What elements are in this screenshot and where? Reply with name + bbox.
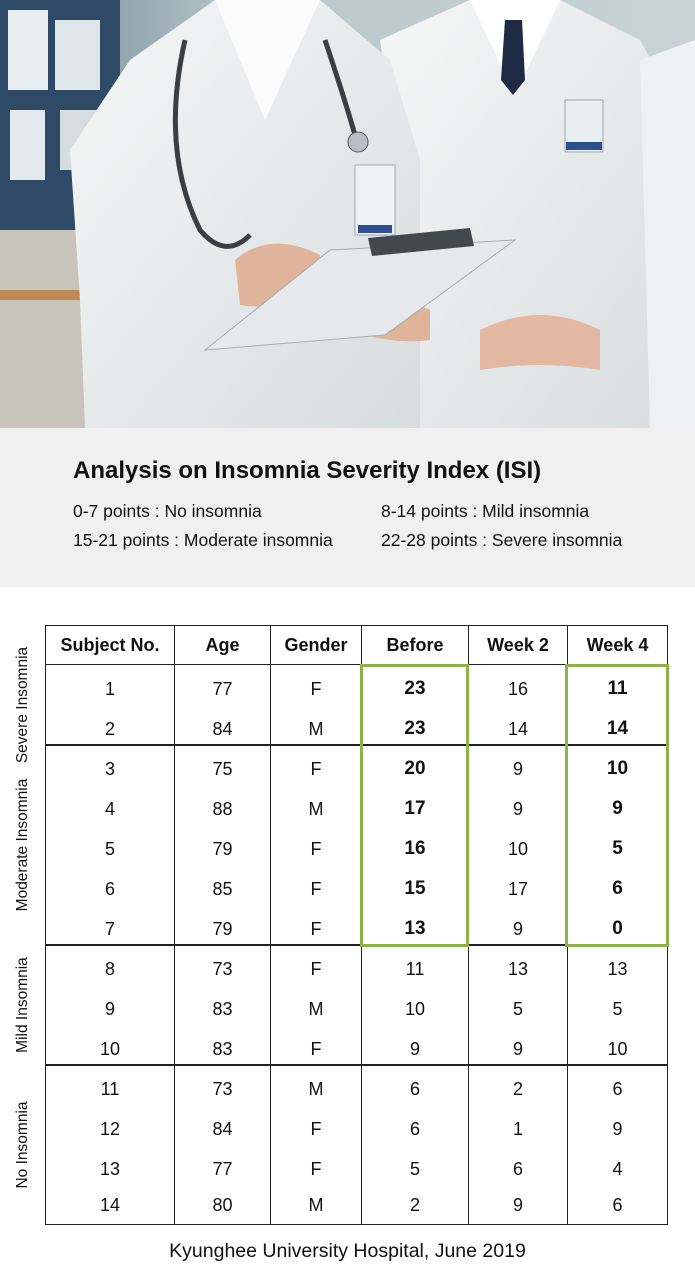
- legend-item-mild-insomnia: 8-14 points : Mild insomnia: [381, 501, 590, 521]
- cell-age: 75: [212, 758, 233, 779]
- cell-gender: F: [310, 878, 322, 899]
- cell-subject-no: 7: [104, 918, 115, 939]
- cell-week-2: 2: [512, 1078, 523, 1099]
- legend-item-moderate-insomnia: 15-21 points : Moderate insomnia: [73, 530, 333, 550]
- header-age: Age: [174, 625, 271, 665]
- cell-subject-no: 9: [104, 998, 115, 1019]
- cell-before: 6: [409, 1118, 420, 1139]
- cell-before: 6: [409, 1078, 420, 1099]
- cell-gender: F: [310, 1158, 322, 1179]
- cell-age: 79: [212, 838, 233, 859]
- legend-item-no-insomnia: 0-7 points : No insomnia: [73, 501, 262, 521]
- group-label-severe: [0, 646, 45, 764]
- cell-age: 73: [212, 1078, 233, 1099]
- cell-week-2: 10: [507, 838, 529, 859]
- cell-week-4: 6: [612, 1078, 623, 1099]
- highlight-before-column: [360, 664, 469, 947]
- cell-gender: F: [310, 1118, 322, 1139]
- cell-week-2: 9: [512, 918, 523, 939]
- header-week-4: Week 4: [567, 625, 668, 665]
- cell-week-4: 4: [612, 1158, 623, 1179]
- cell-subject-no: 5: [104, 838, 115, 859]
- cell-week-4: 10: [606, 758, 629, 779]
- group-label-text: No Insomnia: [13, 1101, 31, 1189]
- highlight-week-4-column: [565, 664, 669, 947]
- cell-week-4: 11: [607, 678, 628, 699]
- cell-age: 88: [212, 798, 233, 819]
- cell-gender: F: [310, 958, 322, 979]
- cell-week-4: 6: [612, 1194, 623, 1215]
- cell-week-2: 14: [507, 718, 529, 739]
- cell-age: 79: [212, 918, 233, 939]
- header-gender: Gender: [270, 625, 362, 665]
- cell-gender: M: [308, 998, 324, 1019]
- legend-item-severe-insomnia: 22-28 points : Severe insomnia: [381, 530, 623, 550]
- cell-week-4: 0: [612, 918, 623, 939]
- cell-week-2: 13: [507, 958, 529, 979]
- cell-week-2: 9: [512, 1194, 523, 1215]
- group-label-mild: [0, 945, 45, 1065]
- cell-age: 77: [212, 678, 233, 699]
- cell-week-4: 5: [612, 998, 623, 1019]
- cell-before: 23: [404, 718, 426, 739]
- cell-gender: F: [310, 758, 322, 779]
- cell-before: 17: [404, 798, 426, 819]
- cell-age: 77: [212, 1158, 233, 1179]
- cell-week-4: 5: [612, 838, 623, 859]
- cell-gender: M: [308, 1194, 324, 1215]
- cell-week-2: 1: [512, 1118, 523, 1139]
- cell-before: 16: [404, 838, 426, 859]
- cell-gender: M: [308, 718, 324, 739]
- group-label-moderate: [0, 745, 45, 945]
- header-subject-no: Subject No.: [45, 625, 175, 665]
- cell-age: 84: [212, 718, 233, 739]
- cell-before: 11: [405, 958, 425, 979]
- isi-results-table: [45, 625, 668, 1225]
- isi-legend-panel: [0, 428, 695, 587]
- cell-week-2: 9: [512, 758, 523, 779]
- cell-before: 20: [404, 758, 426, 779]
- cell-before: 2: [409, 1194, 420, 1215]
- cell-subject-no: 1: [104, 678, 115, 699]
- cell-age: 85: [212, 878, 233, 899]
- cell-gender: M: [308, 798, 324, 819]
- cell-age: 80: [212, 1194, 233, 1215]
- cell-subject-no: 8: [104, 958, 115, 979]
- cell-gender: F: [310, 918, 322, 939]
- cell-subject-no: 14: [99, 1194, 121, 1215]
- cell-week-4: 9: [612, 798, 623, 819]
- cell-week-2: 5: [512, 998, 523, 1019]
- cell-week-2: 9: [512, 1038, 523, 1059]
- cell-week-4: 10: [607, 1038, 628, 1059]
- source-caption: Kyunghee University Hospital, June 2019: [169, 1240, 526, 1262]
- cell-age: 73: [212, 958, 233, 979]
- cell-age: 83: [212, 998, 233, 1019]
- cell-week-2: 16: [507, 678, 529, 699]
- cell-gender: F: [310, 678, 322, 699]
- cell-week-4: 13: [607, 958, 628, 979]
- cell-gender: M: [308, 1078, 324, 1099]
- cell-subject-no: 13: [99, 1158, 121, 1179]
- cell-week-2: 6: [512, 1158, 523, 1179]
- cell-subject-no: 2: [104, 718, 115, 739]
- cell-subject-no: 10: [99, 1038, 121, 1059]
- cell-week-4: 6: [612, 878, 623, 899]
- cell-before: 23: [404, 678, 426, 699]
- group-label-none: [0, 1065, 45, 1225]
- cell-subject-no: 3: [104, 758, 115, 779]
- hero-photo-doctors: [0, 0, 695, 428]
- cell-gender: F: [310, 1038, 322, 1059]
- cell-week-4: 9: [612, 1118, 623, 1139]
- cell-before: 9: [409, 1038, 420, 1059]
- cell-before: 13: [404, 918, 426, 939]
- cell-gender: F: [310, 838, 322, 859]
- group-label-text: Moderate Insomnia: [13, 778, 31, 912]
- cell-subject-no: 6: [104, 878, 115, 899]
- header-week-2: Week 2: [468, 625, 568, 665]
- cell-before: 15: [404, 878, 426, 899]
- cell-subject-no: 12: [99, 1118, 121, 1139]
- cell-week-2: 17: [507, 878, 529, 899]
- cell-age: 83: [212, 1038, 233, 1059]
- group-label-text: Severe Insomnia: [13, 646, 31, 764]
- cell-before: 5: [409, 1158, 420, 1179]
- cell-week-4: 14: [606, 718, 629, 739]
- cell-week-2: 9: [512, 798, 523, 819]
- cell-age: 84: [212, 1118, 233, 1139]
- cell-subject-no: 4: [104, 798, 115, 819]
- cell-before: 10: [404, 998, 426, 1019]
- group-label-text: Mild Insomnia: [13, 957, 31, 1053]
- header-before: Before: [361, 625, 469, 665]
- page-title: Analysis on Insomnia Severity Index (ISI): [73, 457, 542, 484]
- cell-subject-no: 11: [100, 1078, 120, 1099]
